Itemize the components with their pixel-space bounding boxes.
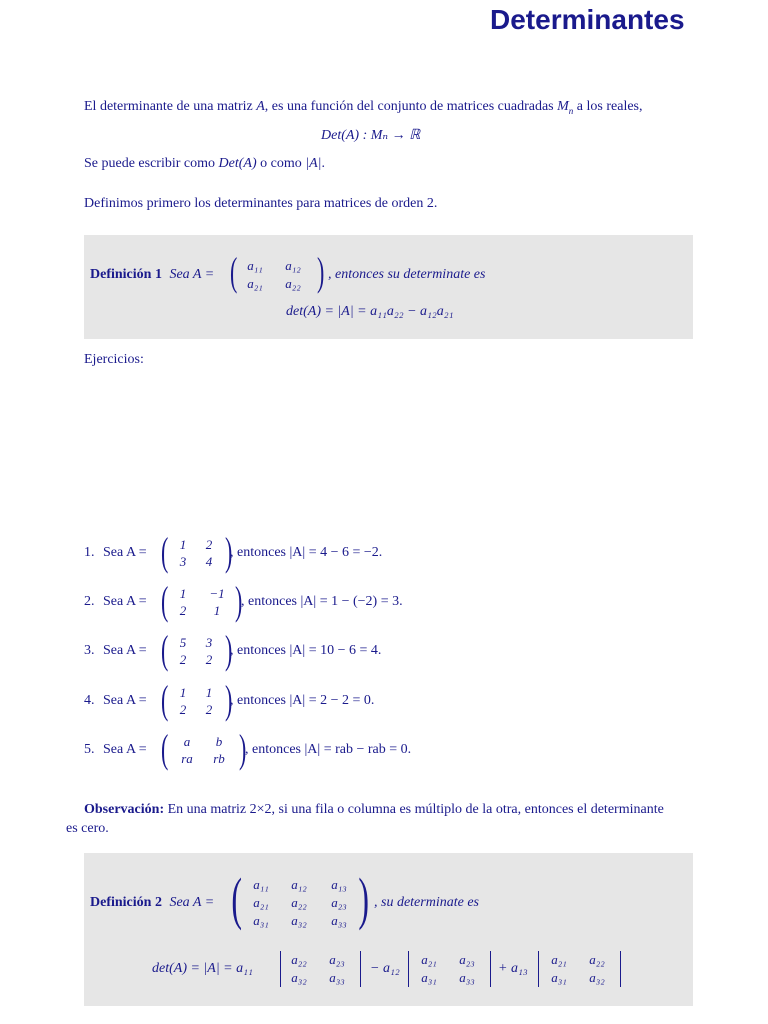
minor-3 xyxy=(538,949,622,989)
definition-1-text-b: , entonces su determinate es xyxy=(328,267,486,282)
matrix-right-paren: ) xyxy=(316,249,325,294)
matrix-cell: 2 xyxy=(205,537,213,552)
matrix-cell: a₂₃ xyxy=(459,952,475,967)
matrix-cell: a₂₂ xyxy=(291,952,307,967)
matrix-cell: 3 xyxy=(179,554,187,569)
definition-2-text-a: Sea A = xyxy=(169,895,215,910)
matrix-left-paren: ( xyxy=(160,529,169,574)
exercise-item xyxy=(84,529,684,576)
matrix-left-paren: ( xyxy=(160,726,169,771)
page-title: Determinantes xyxy=(490,4,685,35)
matrix-left-paren: ( xyxy=(160,677,169,722)
intro-line-2 xyxy=(84,156,325,172)
exercise-item xyxy=(84,627,684,674)
definition-1-text-a: Sea A = xyxy=(169,267,215,282)
exercise-item xyxy=(84,677,684,724)
matrix-cell: 1 xyxy=(213,603,221,618)
exercise-number: 4. xyxy=(84,693,95,708)
matrix-cell: a₁₂ xyxy=(285,258,301,273)
matrix-cell: ra xyxy=(181,751,193,766)
intro-formula: Det(A) : Mₙ → ℝ xyxy=(321,128,421,143)
minor-1 xyxy=(280,949,360,989)
matrix-cell: a₃₂ xyxy=(291,913,307,928)
matrix-cell: a₂₁ xyxy=(253,895,269,910)
matrix-cell: 3 xyxy=(205,635,213,650)
matrix-cell: 5 xyxy=(179,635,187,650)
matrix-right-paren: ) xyxy=(358,866,369,931)
matrix-cell: a₂₂ xyxy=(291,895,307,910)
intro-line2-a: Se puede escribir como xyxy=(84,156,219,171)
minor-2 xyxy=(408,949,488,989)
definition-2-matrix xyxy=(230,866,370,933)
exercise-number: 2. xyxy=(84,594,95,609)
matrix-cell: a₃₃ xyxy=(331,913,347,928)
definition-1-label: Definición 1 xyxy=(90,267,162,282)
det-bar-left xyxy=(280,951,281,987)
intro-line2-abs: |A| xyxy=(305,156,322,171)
matrix-cell: b xyxy=(215,734,223,749)
matrix-cell: rb xyxy=(213,751,225,766)
matrix-cell: a₃₁ xyxy=(253,913,269,928)
matrix-cell: 2 xyxy=(205,652,213,667)
intro-set-n: n xyxy=(568,105,574,116)
definition-2-formula-lhs: det(A) = |A| = a₁₁ xyxy=(152,961,253,976)
matrix-cell: 1 xyxy=(179,685,187,700)
exercises-label: Ejercicios: xyxy=(84,352,144,367)
intro-text-b: , es una función del conjunto de matrices cuadradas xyxy=(264,99,558,114)
exercise-item xyxy=(84,578,684,625)
matrix-cell: a xyxy=(183,734,191,749)
intro-line-1 xyxy=(84,99,643,116)
observation-label: Observación: xyxy=(84,802,165,817)
observation-line-1 xyxy=(84,802,664,818)
matrix-right-paren: ) xyxy=(234,578,243,623)
exercise-result: , entonces |A| = rab − rab = 0. xyxy=(245,742,412,757)
matrix-cell: a₂₁ xyxy=(421,952,437,967)
exercise-number: 1. xyxy=(84,545,95,560)
definition-1-formula: det(A) = |A| = a₁₁a₂₂ − a₁₂a₂₁ xyxy=(286,304,454,319)
exercise-number: 3. xyxy=(84,643,95,658)
matrix-cell: a₂₃ xyxy=(329,952,345,967)
matrix-cell: 1 xyxy=(179,537,187,552)
exercise-pre: Sea A = xyxy=(103,643,147,658)
matrix-cell: a₁₁ xyxy=(253,877,269,892)
exercise-pre: Sea A = xyxy=(103,594,147,609)
matrix-left-paren: ( xyxy=(229,249,238,294)
intro-line2-det: Det(A) xyxy=(218,156,257,171)
intro-set-M: M xyxy=(557,99,569,114)
det-bar-right xyxy=(360,951,361,987)
matrix-left-paren: ( xyxy=(160,578,169,623)
definition-2-box xyxy=(84,853,693,1006)
matrix-cell: a₃₃ xyxy=(329,970,345,985)
exercise-result: , entonces |A| = 2 − 2 = 0. xyxy=(230,693,375,708)
matrix-cell: a₃₃ xyxy=(459,970,475,985)
definition-2-text-b: , su determinate es xyxy=(374,895,479,910)
det-bar-left xyxy=(538,951,539,987)
matrix-right-paren: ) xyxy=(224,627,233,672)
intro-line2-c: . xyxy=(321,156,325,171)
definition-2-op-2: + a₁₃ xyxy=(498,961,528,976)
det-bar-right xyxy=(490,951,491,987)
exercise-result: , entonces |A| = 4 − 6 = −2. xyxy=(230,545,383,560)
intro-matrix-A: A xyxy=(256,99,265,114)
matrix-cell: a₃₂ xyxy=(291,970,307,985)
matrix-cell: a₂₃ xyxy=(331,895,347,910)
matrix-cell: 4 xyxy=(205,554,213,569)
observation-text: En una matriz 2×2, si una fila o columna es múltiplo de la otra, entonces el determinante xyxy=(164,802,664,817)
matrix-cell: a₂₁ xyxy=(247,276,263,291)
det-bar-right xyxy=(620,951,621,987)
matrix-cell: 1 xyxy=(179,586,187,601)
definition-2-op-1: − a₁₂ xyxy=(370,961,400,976)
matrix-cell: 1 xyxy=(205,685,213,700)
matrix-cell: 2 xyxy=(179,603,187,618)
matrix-cell: a₂₂ xyxy=(285,276,301,291)
matrix-cell: a₁₂ xyxy=(291,877,307,892)
exercise-result: , entonces |A| = 1 − (−2) = 3. xyxy=(241,594,403,609)
exercise-pre: Sea A = xyxy=(103,545,147,560)
matrix-cell: a₂₁ xyxy=(551,952,567,967)
definition-1-box xyxy=(84,235,693,339)
matrix-cell: −1 xyxy=(209,586,225,601)
intro-line2-b: o como xyxy=(256,156,306,171)
matrix-left-paren: ( xyxy=(160,627,169,672)
intro-line-3: Definimos primero los determinantes para matrices de orden 2. xyxy=(84,196,438,211)
exercise-pre: Sea A = xyxy=(103,693,147,708)
definition-1-header xyxy=(90,267,214,283)
det-bar-left xyxy=(408,951,409,987)
intro-text-c: a los reales, xyxy=(573,99,643,114)
exercise-item xyxy=(84,726,684,773)
matrix-cell: a₂₂ xyxy=(589,952,605,967)
matrix-cell: 2 xyxy=(179,702,187,717)
matrix-cell: a₃₁ xyxy=(421,970,437,985)
matrix-right-paren: ) xyxy=(238,726,247,771)
matrix-cell: a₁₃ xyxy=(331,877,347,892)
matrix-cell: a₃₂ xyxy=(589,970,605,985)
definition-1-matrix xyxy=(229,249,330,295)
intro-text-a: El determinante de una matriz xyxy=(84,99,257,114)
matrix-cell: a₃₁ xyxy=(551,970,567,985)
matrix-right-paren: ) xyxy=(224,529,233,574)
matrix-left-paren: ( xyxy=(231,866,242,931)
observation-text-2: es cero. xyxy=(66,821,109,836)
exercise-number: 5. xyxy=(84,742,95,757)
matrix-cell: a₁₁ xyxy=(247,258,263,273)
matrix-cell: 2 xyxy=(179,652,187,667)
matrix-cell: 2 xyxy=(205,702,213,717)
exercise-result: , entonces |A| = 10 − 6 = 4. xyxy=(230,643,382,658)
exercise-pre: Sea A = xyxy=(103,742,147,757)
definition-2-label: Definición 2 xyxy=(90,895,162,910)
definition-2-header xyxy=(90,895,214,911)
matrix-right-paren: ) xyxy=(224,677,233,722)
